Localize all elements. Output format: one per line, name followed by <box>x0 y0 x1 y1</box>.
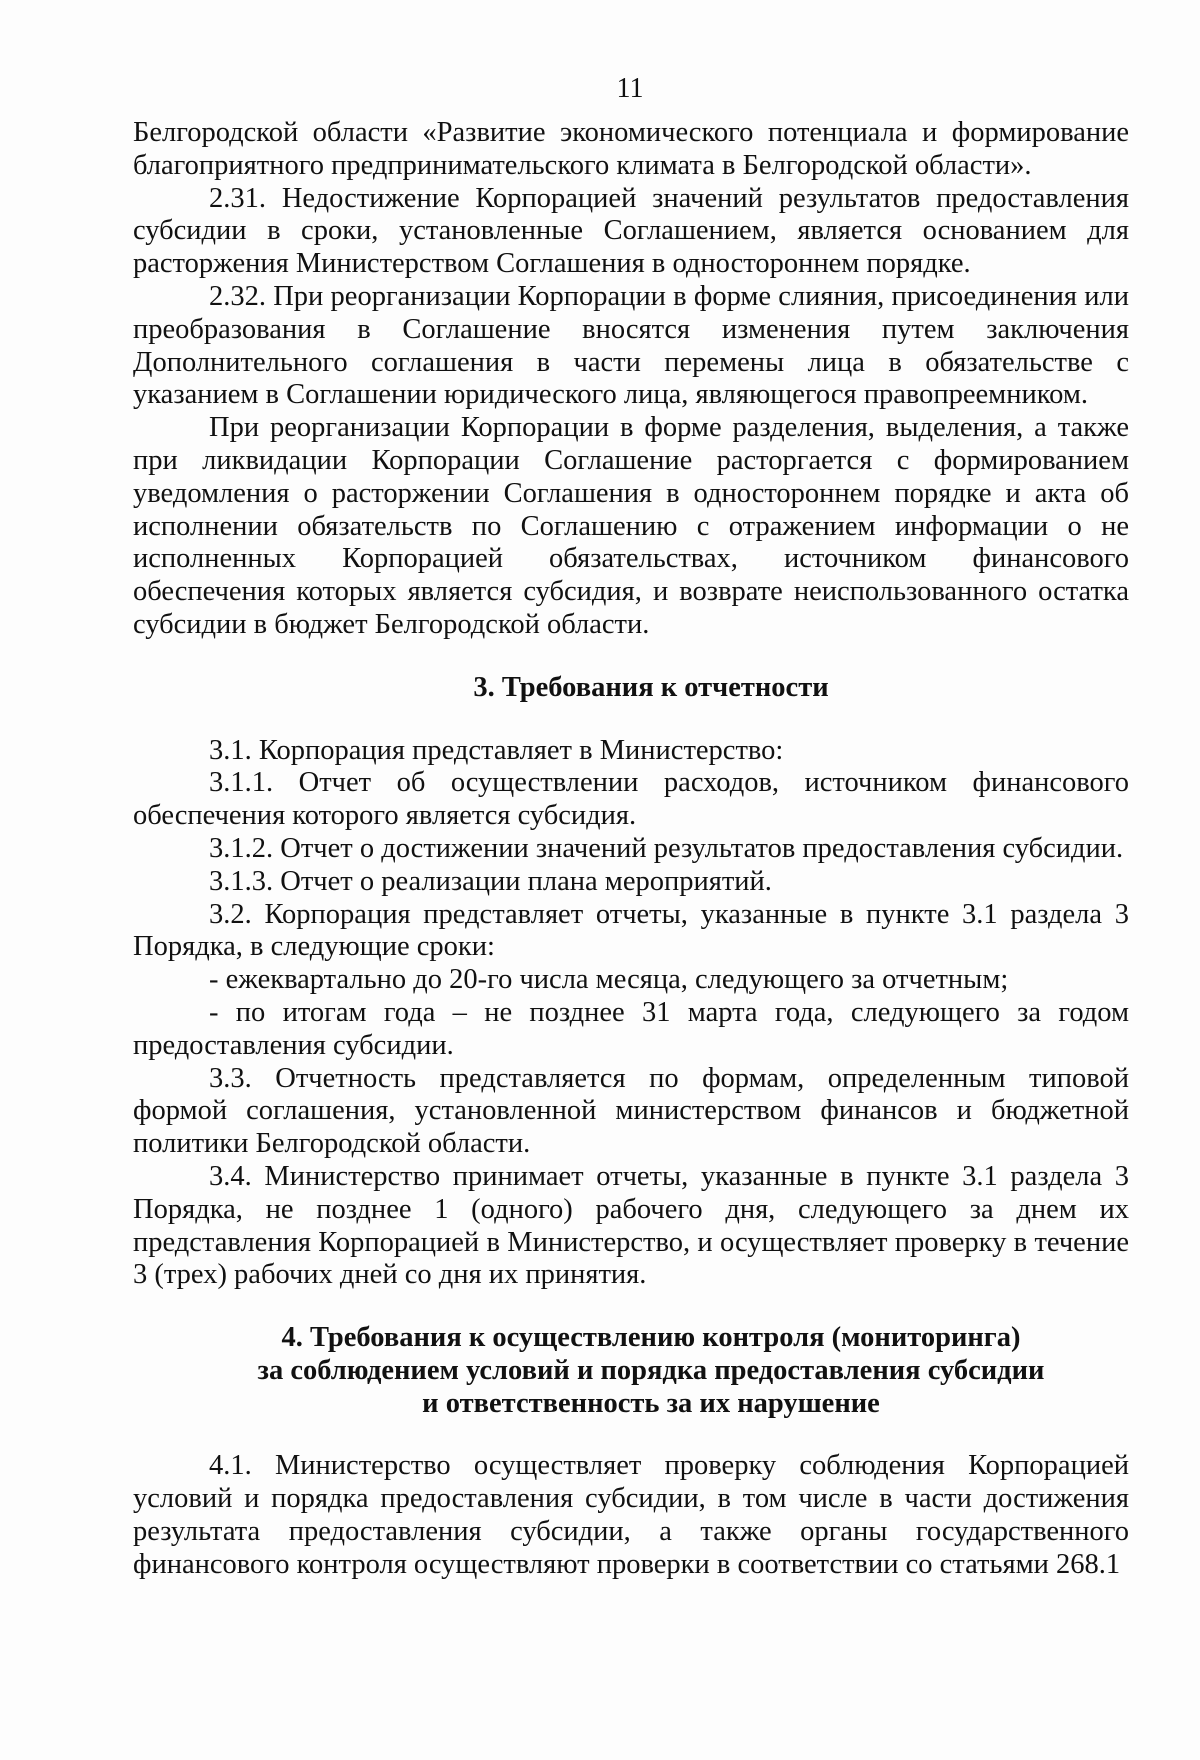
paragraph-2-32: 2.32. При реорганизации Корпорации в форме слияния, присоединения или преобразования в Соглашение вносятся изменения путем заключения Дополнительного соглашения в части перемены лица в обязательстве с указанием в Соглашении юридического лица, являющегося правопреемником. <box>133 280 1129 411</box>
section-4-heading-line-1: 4. Требования к осуществлению контроля (мониторинга) <box>281 1322 1021 1354</box>
paragraph-4-1: 4.1. Министерство осуществляет проверку соблюдения Корпорацией условий и порядка предоставления субсидии, в том числе в части достижения результата предоставления субсидии, а также органы государственного финансового контроля осуществляют проверки в соответствии со статьями 268.1 <box>133 1450 1129 1580</box>
paragraph-reorganization: При реорганизации Корпорации в форме разделения, выделения, а также при ликвидации Корпорации Соглашение расторгается с формированием уведомления о расторжении Соглашения в одностороннем порядке и акта об исполнении обязательств по Соглашению с отражением информации о не исполненных Корпорацией обязательствах, источником финансового обеспечения которых является субсидия, и возврате неиспользованного остатка субсидии в бюджет Белгородской области. <box>133 412 1129 640</box>
paragraph-3-1-2: 3.1.2. Отчет о достижении значений результатов предоставления субсидии. <box>209 832 1124 864</box>
paragraph-3-1: 3.1. Корпорация представляет в Министерство: <box>209 734 784 766</box>
section-4-heading-line-3: и ответственность за их нарушение <box>422 1387 880 1419</box>
paragraph-3-1-3: 3.1.3. Отчет о реализации плана мероприятий. <box>209 865 772 897</box>
list-item-quarterly: - ежеквартально до 20-го числа месяца, следующего за отчетным; <box>209 964 1009 996</box>
section-4-heading <box>133 1322 1129 1420</box>
paragraph-2-31: 2.31. Недостижение Корпорацией значений результатов предоставления субсидии в сроки, установленные Соглашением, является основанием для расторжения Министерством Соглашения в одностороннем порядке. <box>133 182 1129 280</box>
list-item-annual: - по итогам года – не позднее 31 марта года, следующего за годом предоставления субсидии. <box>133 996 1129 1061</box>
paragraph-continuation: Белгородской области «Развитие экономического потенциала и формирование благоприятного предпринимательского климата в Белгородской области». <box>133 117 1129 181</box>
paragraph-3-4: 3.4. Министерство принимает отчеты, указанные в пункте 3.1 раздела 3 Порядка, не позднее 1 (одного) рабочего дня, следующего за днем их представления Корпорацией в Министерство, и осуществляет проверку в течение 3 (трех) рабочих дней со дня их принятия. <box>133 1160 1129 1291</box>
section-4-heading-line-2: за соблюдением условий и порядка предоставления субсидии <box>257 1354 1045 1386</box>
paragraph-3-1-1: 3.1.1. Отчет об осуществлении расходов, источником финансового обеспечения которого является субсидия. <box>133 767 1129 832</box>
paragraph-3-2: 3.2. Корпорация представляет отчеты, указанные в пункте 3.1 раздела 3 Порядка, в следующие сроки: <box>133 898 1129 963</box>
page-number: 11 <box>616 73 644 104</box>
section-3-heading: 3. Требования к отчетности <box>473 671 829 703</box>
paragraph-3-3: 3.3. Отчетность представляется по формам, определенным типовой формой соглашения, установленной министерством финансов и бюджетной политики Белгородской области. <box>133 1062 1129 1160</box>
document-body <box>133 117 1129 1582</box>
